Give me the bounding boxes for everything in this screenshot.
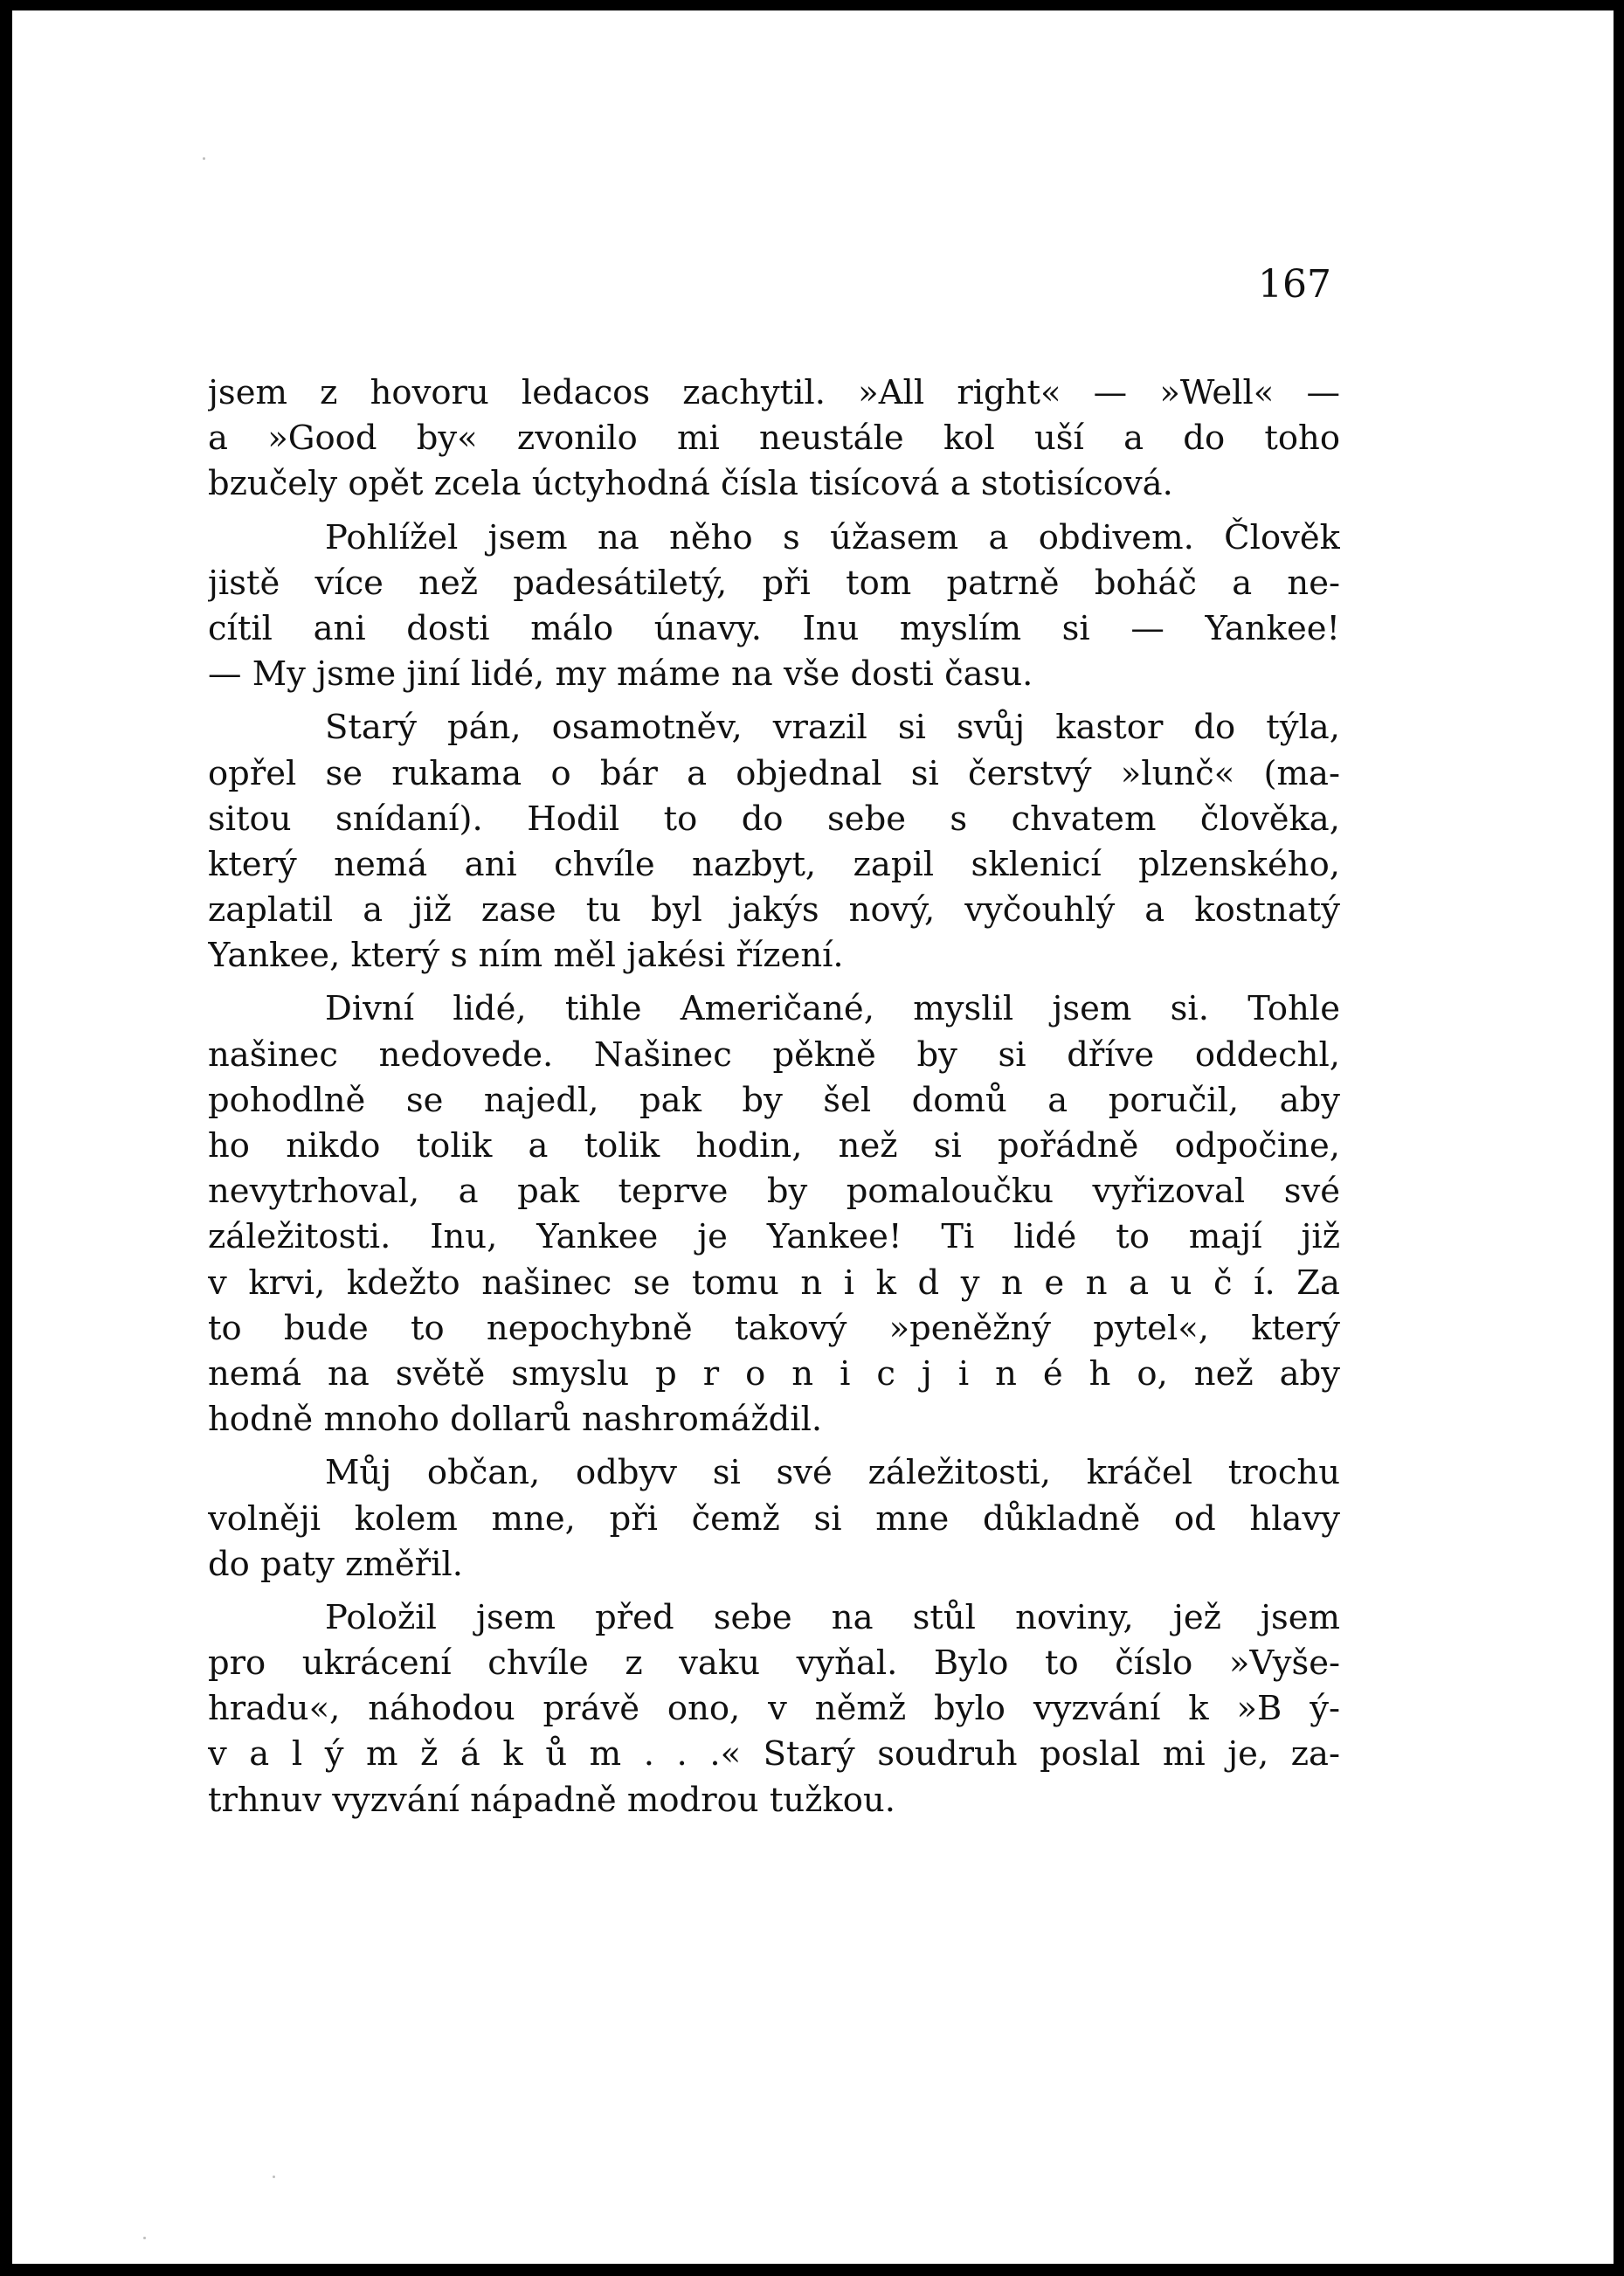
text-line: opřel se rukama o bár a objednal si čerstvý »lunč« (ma-	[208, 753, 1340, 793]
text-line: to bude to nepochybně takový »peněžný pytel«, který	[208, 1308, 1340, 1348]
text-line: jistě více než padesátiletý, při tom patrně boháč a ne-	[208, 563, 1340, 603]
text-line: který nemá ani chvíle nazbyt, zapil sklenicí plzenského,	[208, 844, 1340, 884]
text-line: Yankee, který s ním měl jakési řízení.	[208, 936, 844, 976]
text-line: Položil jsem před sebe na stůl noviny, jež jsem	[325, 1597, 1340, 1637]
body-text	[208, 370, 1340, 1823]
text-line: bzučely opět zcela úctyhodná čísla tisícová a stotisícová.	[208, 464, 1173, 504]
paragraph	[208, 1595, 1340, 1823]
text-line: Starý pán, osamotněv, vrazil si svůj kastor do týla,	[325, 708, 1340, 748]
page-number: 167	[1258, 262, 1331, 307]
paragraph	[208, 705, 1340, 979]
text-line: do paty změřil.	[208, 1544, 463, 1584]
text-line: ho nikdo tolik a tolik hodin, než si pořádně odpočine,	[208, 1126, 1340, 1166]
text-line: a »Good by« zvonilo mi neustále kol uší a do toho	[208, 419, 1340, 459]
text-line: — My jsme jiní lidé, my máme na vše dosti času.	[208, 654, 1033, 695]
paper-speck	[143, 2237, 146, 2239]
text-line: jsem z hovoru ledacos zachytil. »All right« — »Well« —	[208, 373, 1340, 412]
paper-speck	[203, 157, 205, 160]
text-line: pro ukrácení chvíle z vaku vyňal. Bylo to číslo »Vyše-	[208, 1643, 1340, 1684]
text-line: našinec nedovede. Našinec pěkně by si dříve oddechl,	[208, 1034, 1340, 1075]
text-line: Pohlížel jsem na něho s úžasem a obdivem. Člověk	[325, 517, 1340, 557]
text-line: cítil ani dosti málo únavy. Inu myslím si — Yankee!	[208, 608, 1340, 648]
text-line: zaplatil a již zase tu byl jakýs nový, vyčouhlý a kostnatý	[208, 890, 1340, 930]
text-line: sitou snídaní). Hodil to do sebe s chvatem člověka,	[208, 799, 1340, 839]
paper-speck	[273, 2176, 275, 2178]
text-line: pohodlně se najedl, pak by šel domů a poručil, aby	[208, 1080, 1340, 1120]
text-line: hradu«, náhodou právě ono, v němž bylo vyzvání k »B ý-	[208, 1689, 1340, 1729]
paragraph	[208, 1450, 1340, 1588]
text-line: záležitosti. Inu, Yankee je Yankee! Ti lidé to mají již	[208, 1217, 1340, 1257]
text-line: trhnuv vyzvání nápadně modrou tužkou.	[208, 1780, 895, 1820]
paragraph	[208, 515, 1340, 698]
text-line: Divní lidé, tihle Američané, myslil jsem si. Tohle	[325, 989, 1340, 1029]
text-line: volněji kolem mne, při čemž si mne důkladně od hlavy	[208, 1498, 1340, 1539]
text-line: hodně mnoho dollarů nashromáždil.	[208, 1400, 823, 1440]
text-line: v a l ý m ž á k ů m . . .« Starý soudruh poslal mi je, za-	[208, 1734, 1340, 1774]
text-line: nevytrhoval, a pak teprve by pomaloučku vyřizoval své	[208, 1172, 1340, 1212]
paragraph	[208, 370, 1340, 508]
text-line: nemá na světě smyslu p r o n i c j i n é h o, než aby	[208, 1353, 1340, 1394]
text-line: v krvi, kdežto našinec se tomu n i k d y n e n a u č í. Za	[208, 1263, 1340, 1303]
text-line: Můj občan, odbyv si své záležitosti, kráčel trochu	[325, 1453, 1340, 1493]
paragraph	[208, 986, 1340, 1442]
